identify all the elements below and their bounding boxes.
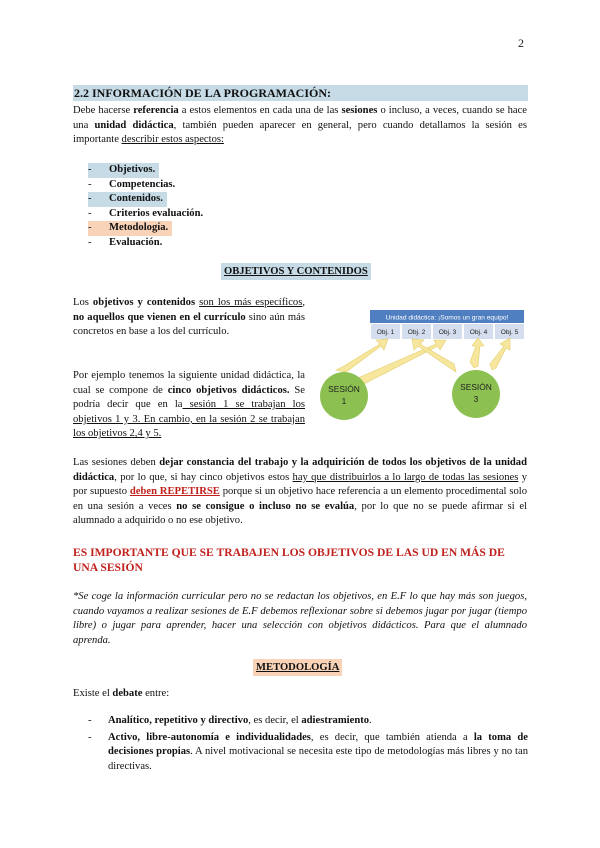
underlined-run: sesión 1 se trabajan los objetivos 1 y 3. En cambio, en la sesión 2 se trabajan los objetivos 2,4 y 5.	[73, 399, 305, 440]
bold-run: Analítico, repetitivo y directivo	[108, 715, 249, 726]
bold-run: adiestramiento	[301, 715, 370, 726]
list-item	[88, 207, 388, 222]
diagram-title: Unidad didáctica: ¡Somos un gran equipo!	[385, 314, 509, 322]
text-run: Por ejemplo tenemos la siguiente unidad didáctica, la cual se compone de	[73, 370, 305, 396]
text-run: Se podría decir que en la	[73, 384, 305, 411]
text-run: o incluso, a veces, cuando se hace una	[73, 105, 527, 131]
list-item	[88, 236, 388, 251]
note-paragraph: *Se coge la información curricular pero no se redactan los objetivos, en E.F lo que hay más son juegos, cuando vayamos a realizar sesiones de E.F debemos reflexionar sobre si debemos jugar por jugar (tiempo libre) o jugar para aprender, hacer una selección con objetivos didácticos. Para que el alumnado aprenda.	[73, 591, 527, 646]
bold-run: referencia	[133, 105, 179, 116]
text-run: ,	[302, 297, 305, 308]
text-run: , también pueden aparecer en general, pero cuando detallamos la sesión es importante	[73, 119, 527, 146]
red-emphasis-run: deben REPETIRSE	[129, 486, 220, 498]
list-dash: -	[88, 236, 92, 248]
arrow-shape	[470, 338, 484, 368]
bold-run: objetivos y contenidos	[92, 297, 196, 308]
example-paragraph	[73, 369, 305, 442]
list-item-label: Criterios evaluación.	[109, 207, 204, 219]
debate-paragraph	[73, 687, 527, 702]
list-item-label: Objetivos.	[109, 163, 159, 178]
page-number: 2	[518, 36, 524, 50]
list-item	[88, 163, 388, 178]
bold-run: dejar constancia del trabajo y la adquirición de todos los objetivos de la unidad didáctica	[73, 457, 527, 483]
text-run: .	[369, 715, 372, 726]
text-run: Los	[73, 297, 93, 308]
list-item	[88, 192, 388, 207]
bold-run: la toma de decisiones propias	[108, 731, 529, 758]
session-3-number: 3	[473, 394, 479, 404]
text-run: Debe hacerse	[73, 105, 134, 116]
intro-paragraph	[73, 104, 527, 148]
text-run: , es decir, el	[248, 715, 302, 726]
list-dash: -	[88, 178, 92, 190]
list-item	[88, 178, 388, 193]
list-item	[88, 714, 528, 729]
text-run: , por lo que, si hay cinco objetivos estos	[114, 471, 293, 483]
arrow-shape	[490, 338, 510, 370]
important-statement: ES IMPORTANTE QUE SE TRABAJEN LOS OBJETIVOS DE LAS UD EN MÁS DE UNA SESIÓN	[73, 546, 505, 574]
list-dash: -	[88, 192, 109, 207]
list-dash: -	[88, 221, 109, 236]
arrow-shape	[354, 340, 446, 386]
sessions-paragraph	[73, 456, 527, 529]
unit-diagram	[314, 306, 528, 438]
session-3-label: SESIÓN	[460, 382, 492, 392]
text-run: sino aún más concretos en base a los del currículo.	[73, 311, 305, 338]
section-title-objectives: OBJETIVOS Y CONTENIDOS	[221, 263, 371, 280]
arrow-shape	[336, 339, 388, 372]
text-run: . A nivel motivacional se necesita este tipo de metodologías más libres y no tan directivas.	[108, 746, 528, 772]
underlined-run: hay que distribuirlos a lo largo de todas las sesiones	[292, 471, 519, 483]
list-item-label: Contenidos.	[109, 192, 167, 207]
list-item-label: Metodología.	[109, 221, 172, 236]
list-dash: -	[88, 207, 92, 219]
text-run: Existe el	[73, 688, 113, 699]
text-run: , es decir, que también atienda a	[310, 731, 474, 743]
bold-run: cinco objetivos didácticos.	[167, 384, 290, 396]
bold-run: no se consigue o incluso no se evalúa	[176, 500, 355, 512]
objective-label: Obj. 2	[407, 329, 426, 336]
objective-label: Obj. 3	[438, 329, 457, 336]
text-run: y por supuesto	[73, 471, 527, 498]
underlined-run: describir estos aspectos:	[121, 134, 224, 146]
text-run: porque si un objetivo hace referencia a un elemento procedimental solo en una sesión a veces	[73, 486, 527, 512]
session-1-label: SESIÓN	[328, 384, 360, 394]
bold-run: debate	[112, 688, 143, 699]
bold-run: Activo, libre-autonomía e individualidades	[108, 731, 311, 743]
objective-label: Obj. 1	[376, 329, 395, 336]
aspects-list	[88, 163, 388, 251]
list-item-label: Competencias.	[109, 178, 176, 190]
debate-list	[88, 714, 528, 776]
list-item-label: Evaluación.	[109, 236, 163, 248]
list-item-text	[108, 714, 528, 729]
section-heading: 2.2 INFORMACIÓN DE LA PROGRAMACIÓN:	[73, 85, 528, 101]
bold-run: sesiones	[341, 105, 378, 116]
text-run: , por lo que no se puede afirmar si el alumnado a adquirido o no ese objetivo.	[73, 500, 527, 527]
underlined-run: son los más específicos	[199, 297, 303, 308]
list-dash: -	[88, 731, 92, 743]
text-run: entre:	[142, 688, 170, 699]
bold-run: unidad didáctica	[94, 119, 174, 131]
list-item	[88, 731, 528, 775]
objectives-paragraph	[73, 296, 305, 340]
list-item-text	[108, 731, 528, 775]
bold-run: no aquellos que vienen en el currículo	[73, 311, 246, 323]
session-1-number: 1	[341, 396, 347, 406]
objective-label: Obj. 5	[500, 329, 519, 336]
text-run: a estos elementos en cada una de las	[178, 105, 342, 116]
list-dash: -	[88, 163, 109, 178]
list-item	[88, 221, 388, 236]
objective-label: Obj. 4	[469, 329, 488, 336]
list-dash: -	[88, 715, 92, 726]
text-run: Las sesiones deben	[73, 457, 160, 468]
section-title-methodology: METODOLOGÍA	[253, 659, 342, 676]
